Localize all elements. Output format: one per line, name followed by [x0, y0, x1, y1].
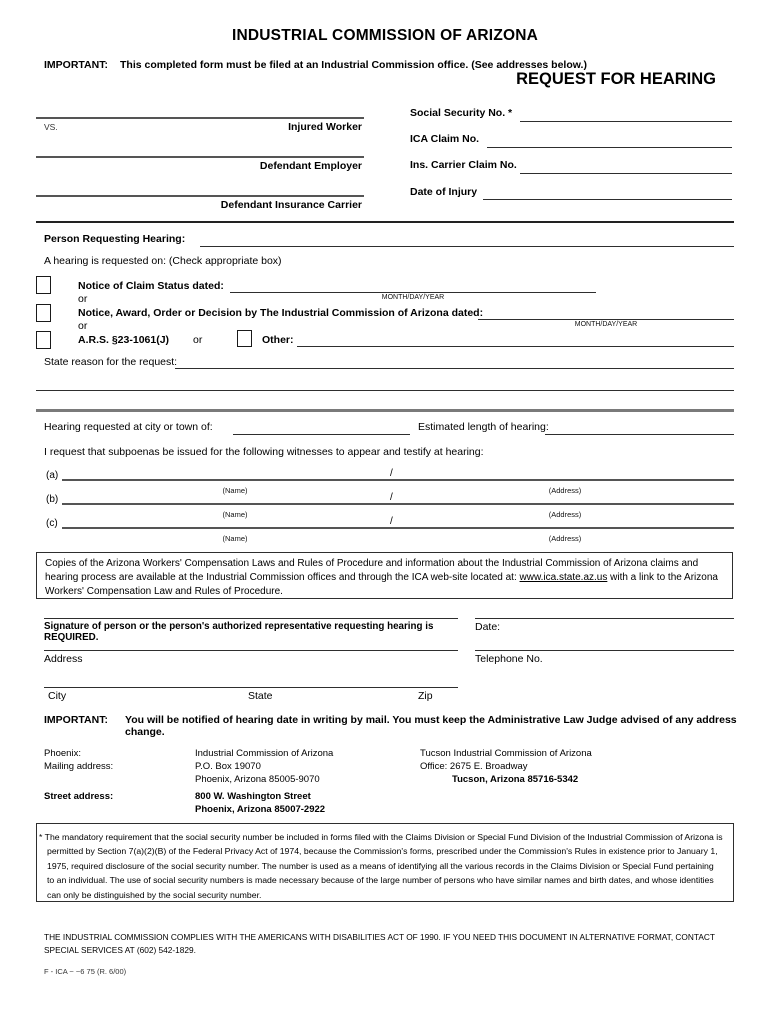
footnote-text: * The mandatory requirement that the social security number be included in forms filed with the Claims Division or Special Fund Division of the Industrial Commission of Arizona is permitted by Section 7(a)(2)(B) of the Federal Privacy Act of 1974, because the Commission's forms, prescribed under the Commission's Rules in existence prior to January 1, 1975, required disclosure of the social security number. The number is used as a means of identifying all the various records in the Claims Division or Special Fund pertaining to an individual. The use of social security numbers is made necessary because of the large number of persons who have similar names and birth dates, and whose identities can only be distinguished by the social security number. — [39, 832, 723, 900]
option2-date-line[interactable] — [478, 319, 734, 320]
witness-b-input-line[interactable] — [62, 503, 734, 505]
witness-name-label: (Name) — [222, 510, 248, 519]
ica-website-link[interactable]: www.ica.state.az.us — [519, 572, 608, 583]
info-box-text — [37, 553, 732, 603]
page-title: INDUSTRIAL COMMISSION OF ARIZONA — [231, 27, 539, 44]
section-divider — [36, 221, 734, 223]
phoenix-po-box: P.O. Box 19070 — [195, 761, 261, 772]
info-box — [36, 552, 733, 599]
tucson-org: Tucson Industrial Commission of Arizona — [420, 748, 592, 759]
or-text-3: or — [193, 334, 203, 346]
zip-label: Zip — [418, 690, 433, 702]
or-text-2: or — [78, 320, 88, 332]
state-reason-line-3[interactable] — [36, 409, 734, 412]
ada-compliance-text: THE INDUSTRIAL COMMISSION COMPLIES WITH THE AMERICANS WITH DISABILITIES ACT OF 1990. IF YOU NEED THIS DOCUMENT IN ALTERNATIVE FORMAT, CONTACT SPECIAL SERVICES AT (602) 542-1829. — [44, 932, 715, 955]
witness-name-label: (Name) — [222, 534, 248, 543]
phoenix-street2: Phoenix, Arizona 85007-2922 — [195, 804, 326, 815]
form-code: F - ICA ~ ~6 75 (R. 6/00) — [44, 967, 127, 976]
vs-label: VS. — [44, 122, 58, 132]
or-text-1: or — [78, 293, 88, 305]
phoenix-street1: 800 W. Washington Street — [195, 791, 311, 802]
phoenix-org: Industrial Commission of Arizona — [195, 748, 334, 759]
tucson-city-zip: Tucson, Arizona 85716-5342 — [452, 774, 579, 785]
est-length-label: Estimated length of hearing: — [418, 421, 549, 433]
ars-checkbox[interactable] — [36, 331, 51, 349]
city-town-input-line[interactable] — [233, 434, 410, 435]
telephone-input-line[interactable] — [475, 650, 734, 651]
hearing-requested-on-text: A hearing is requested on: (Check appropriate box) — [44, 255, 282, 267]
footnote-box — [36, 823, 734, 902]
street-address-label: Street address: — [44, 791, 114, 802]
witness-name-label: (Name) — [222, 486, 248, 495]
notice-award-order-checkbox[interactable] — [36, 304, 51, 322]
city-label: City — [48, 690, 67, 702]
witness-separator: / — [390, 516, 393, 527]
info-text-after: with a link to the Arizona Workers' Compensation Law and Rules of Procedure. — [45, 572, 718, 597]
witness-row-label: (c) — [46, 518, 58, 529]
other-checkbox[interactable] — [237, 330, 252, 347]
date-of-injury-label: Date of Injury — [410, 186, 478, 198]
defendant-insurance-carrier-line[interactable] — [36, 195, 364, 197]
notice-text: You will be notified of hearing date in writing by mail. You must keep the Administrative Law Judge advised of any address change. — [125, 714, 737, 738]
witness-row-label: (b) — [46, 494, 59, 505]
defendant-insurance-carrier-label: Defendant Insurance Carrier — [220, 199, 362, 211]
ins-carrier-input-line[interactable] — [520, 173, 732, 174]
info-text-before: Copies of the Arizona Workers' Compensation Laws and Rules of Procedure and information about the Industrial Commission of Arizona claims and hearing process are available at the Industrial Commission offices and through the ICA web-site located at: — [45, 558, 699, 583]
injured-worker-line[interactable] — [36, 117, 364, 119]
state-reason-line-1[interactable] — [175, 368, 734, 369]
date-label: Date: — [475, 621, 501, 633]
phoenix-label: Phoenix: — [44, 748, 81, 759]
witness-separator: / — [390, 468, 393, 479]
option1-date-line[interactable] — [230, 292, 596, 293]
form-heading: REQUEST FOR HEARING — [516, 70, 716, 88]
option2-label: Notice, Award, Order or Decision by The Industrial Commission of Arizona dated: — [78, 307, 484, 319]
person-requesting-input-line[interactable] — [200, 246, 734, 247]
witness-a-input-line[interactable] — [62, 479, 734, 481]
ins-carrier-label: Ins. Carrier Claim No. — [410, 159, 517, 171]
option3-label: A.R.S. §23-1061(J) — [78, 334, 170, 346]
city-state-zip-input-line[interactable] — [44, 687, 458, 688]
important-text: This completed form must be filed at an Industrial Commission office. (See addresses below.) — [120, 59, 587, 71]
notice-important-label: IMPORTANT: — [44, 714, 108, 726]
signature-input-line[interactable] — [44, 618, 458, 619]
mailing-address-label: Mailing address: — [44, 761, 114, 772]
defendant-employer-label: Defendant Employer — [259, 160, 362, 172]
phoenix-city-zip: Phoenix, Arizona 85005-9070 — [195, 774, 320, 785]
date-input-line[interactable] — [475, 618, 734, 619]
state-reason-line-2[interactable] — [36, 390, 734, 391]
ica-claim-input-line[interactable] — [487, 147, 732, 148]
option2-month-day-year: MONTH/DAY/YEAR — [574, 321, 638, 328]
defendant-employer-line[interactable] — [36, 156, 364, 158]
subpoena-text: I request that subpoenas be issued for the following witnesses to appear and testify at hearing: — [44, 446, 484, 458]
address-label: Address — [44, 653, 83, 665]
witness-c-input-line[interactable] — [62, 527, 734, 529]
state-reason-label: State reason for the request: — [44, 356, 178, 368]
option1-month-day-year: MONTH/DAY/YEAR — [381, 294, 445, 301]
witness-separator: / — [390, 492, 393, 503]
telephone-label: Telephone No. — [475, 653, 543, 665]
option1-label: Notice of Claim Status dated: — [78, 280, 224, 292]
tucson-office: Office: 2675 E. Broadway — [420, 761, 528, 772]
notice-claim-status-checkbox[interactable] — [36, 276, 51, 294]
est-length-input-line[interactable] — [545, 434, 734, 435]
important-label: IMPORTANT: — [44, 59, 108, 71]
address-input-line[interactable] — [44, 650, 458, 651]
ssn-input-line[interactable] — [520, 121, 732, 122]
ica-claim-label: ICA Claim No. — [410, 133, 480, 145]
ssn-label: Social Security No. * — [410, 107, 513, 119]
option4-label: Other: — [262, 334, 294, 346]
person-requesting-label: Person Requesting Hearing: — [44, 233, 186, 245]
witness-address-label: (Address) — [548, 534, 582, 543]
injured-worker-label: Injured Worker — [288, 121, 362, 133]
other-input-line[interactable] — [297, 346, 734, 347]
signature-label: Signature of person or the person's authorized representative requesting hearing is REQUIRED. — [44, 621, 434, 643]
date-of-injury-input-line[interactable] — [483, 199, 732, 200]
witness-address-label: (Address) — [548, 486, 582, 495]
state-label: State — [248, 690, 273, 702]
city-town-label: Hearing requested at city or town of: — [44, 421, 213, 433]
witness-address-label: (Address) — [548, 510, 582, 519]
witness-row-label: (a) — [46, 470, 59, 481]
